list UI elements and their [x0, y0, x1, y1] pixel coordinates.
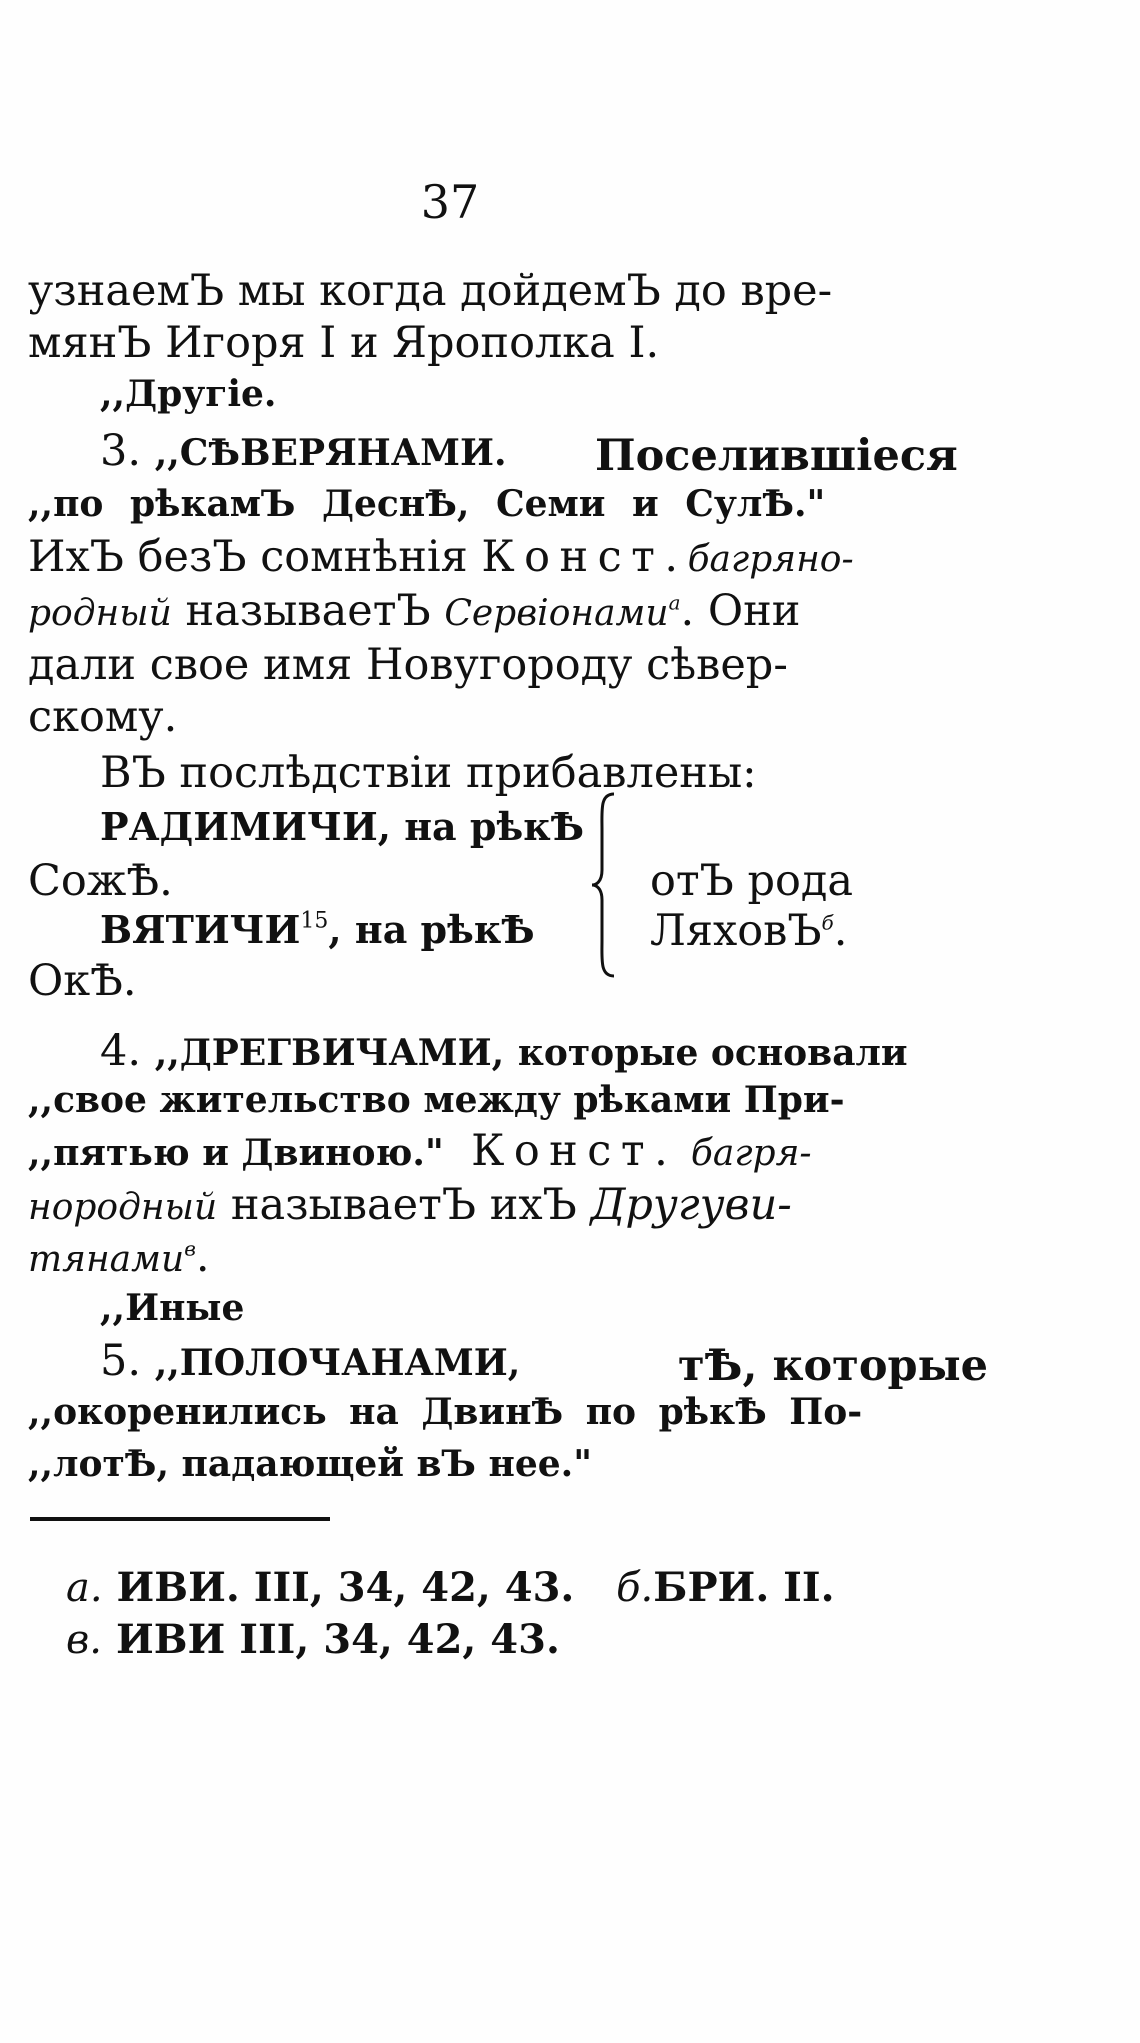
text-line: ,,Другіе.: [100, 373, 277, 415]
text-fragment: Поселившіеся: [595, 431, 958, 481]
text-line: ИхЪ безЪ сомнѣнія Конст.багряно-: [28, 532, 854, 582]
text-line: РАДИМИЧИ, на рѣкѢ: [100, 804, 585, 849]
text-line: мянЪ Игоря I и Ярополка I.: [28, 318, 660, 368]
text-line: узнаемЪ мы когда дойдемЪ до вре-: [28, 266, 833, 316]
page-number: 37: [420, 175, 480, 229]
paragraph-5-line-1: [100, 1336, 521, 1386]
text-line: ,,свое жительство между рѣками При-: [28, 1079, 845, 1121]
paragraph-3-line-1: 3. ,,СѢВЕРЯНАМИ.: [100, 426, 507, 476]
text-line: ВЯТИЧИ$^{15}$, на рѣкѢ: [100, 907, 535, 952]
curly-brace-icon: [590, 790, 620, 980]
text-line: ,,окоренились на ДвинѢ по рѣкѢ По-: [28, 1391, 863, 1433]
text-line: скому.: [28, 692, 178, 742]
text-line: ВЪ послѣдствіи прибавлены:: [100, 748, 757, 798]
footnote-line: а. ИВИ. III, 34, 42, 43. б.БРИ. II.: [66, 1564, 835, 1611]
text-line: СожѢ.: [28, 856, 173, 906]
section-heading: ,,ДРЕГВИЧАМИ,: [154, 1032, 505, 1074]
paragraph-number: 4.: [100, 1026, 142, 1076]
text-line: родный называетЪ Сервіонами$^а$. Они: [28, 586, 801, 636]
footnote-rule: [30, 1517, 330, 1521]
text-line: дали свое имя Новугороду сѣвер-: [28, 640, 788, 690]
text-line: ОкѢ.: [28, 956, 137, 1006]
text-fragment: тѢ, которые: [678, 1341, 989, 1391]
text-line: нородный называетЪ ихЪ Другуви-: [28, 1180, 792, 1230]
text-line: ,,по рѣкамЪ ДеснѢ, Семи и СулѢ.": [28, 483, 826, 525]
footnote-line: в. ИВИ III, 34, 42, 43.: [66, 1616, 560, 1663]
paragraph-4-line-1: 4. ,,ДРЕГВИЧАМИ, которые основали: [100, 1026, 908, 1076]
text-line: ,,лотѢ, падающей вЪ нее.": [28, 1443, 592, 1485]
paragraph-number: 5.: [100, 1336, 142, 1386]
text-line: ,,Иные: [100, 1287, 245, 1329]
section-heading: СѢВЕРЯНАМИ.: [179, 432, 507, 474]
section-heading: ,,ПОЛОЧАНАМИ,: [154, 1342, 521, 1384]
text-line: ,,пятью и Двиною." Конст. багря-: [28, 1126, 812, 1176]
text-fragment: отЪ рода: [650, 856, 854, 906]
paragraph-number: 3.: [100, 426, 142, 476]
text-fragment: ЛяховЪ$^б$.: [650, 906, 848, 956]
text-line: тянами$^в$.: [28, 1232, 210, 1282]
